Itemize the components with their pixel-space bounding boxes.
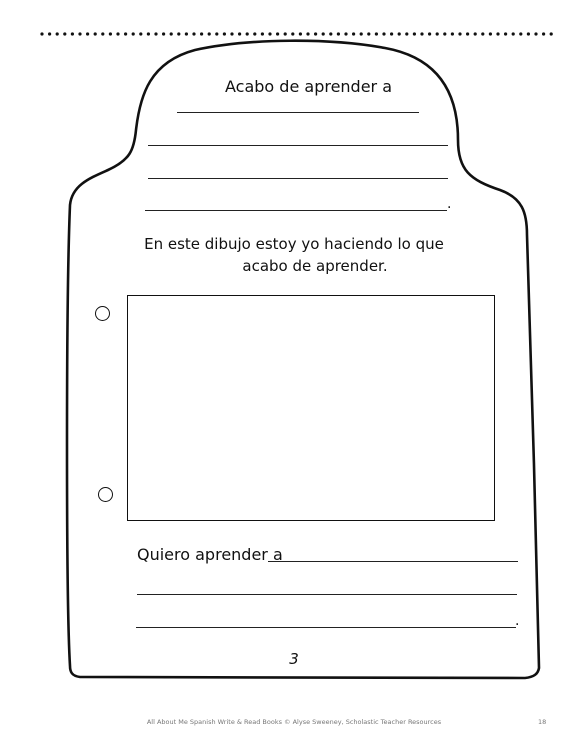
drawing-prompt-line2: acabo de aprender. xyxy=(242,257,388,275)
drawing-box[interactable] xyxy=(127,295,495,521)
writing-line xyxy=(268,561,518,562)
writing-line xyxy=(148,178,448,179)
writing-line xyxy=(137,594,517,595)
heading-acabo-de-aprender: Acabo de aprender a xyxy=(225,77,393,96)
writing-line xyxy=(136,627,516,628)
writing-line xyxy=(177,112,419,113)
line-end-period: . xyxy=(515,613,520,629)
binder-hole-bottom xyxy=(98,487,113,502)
want-to-learn-label: Quiero aprender a xyxy=(137,545,283,564)
drawing-prompt-line1: En este dibujo estoy yo haciendo lo que xyxy=(144,235,444,253)
book-page-number: 3 xyxy=(289,650,299,668)
binder-hole-top xyxy=(95,306,110,321)
writing-line xyxy=(148,145,448,146)
footer-credit: All About Me Spanish Write & Read Books © Alyse Sweeney, Scholastic Teacher Resources xyxy=(146,718,442,726)
line-end-period: . xyxy=(447,196,452,212)
footer-page-number: 18 xyxy=(538,718,547,726)
writing-line xyxy=(145,210,447,211)
